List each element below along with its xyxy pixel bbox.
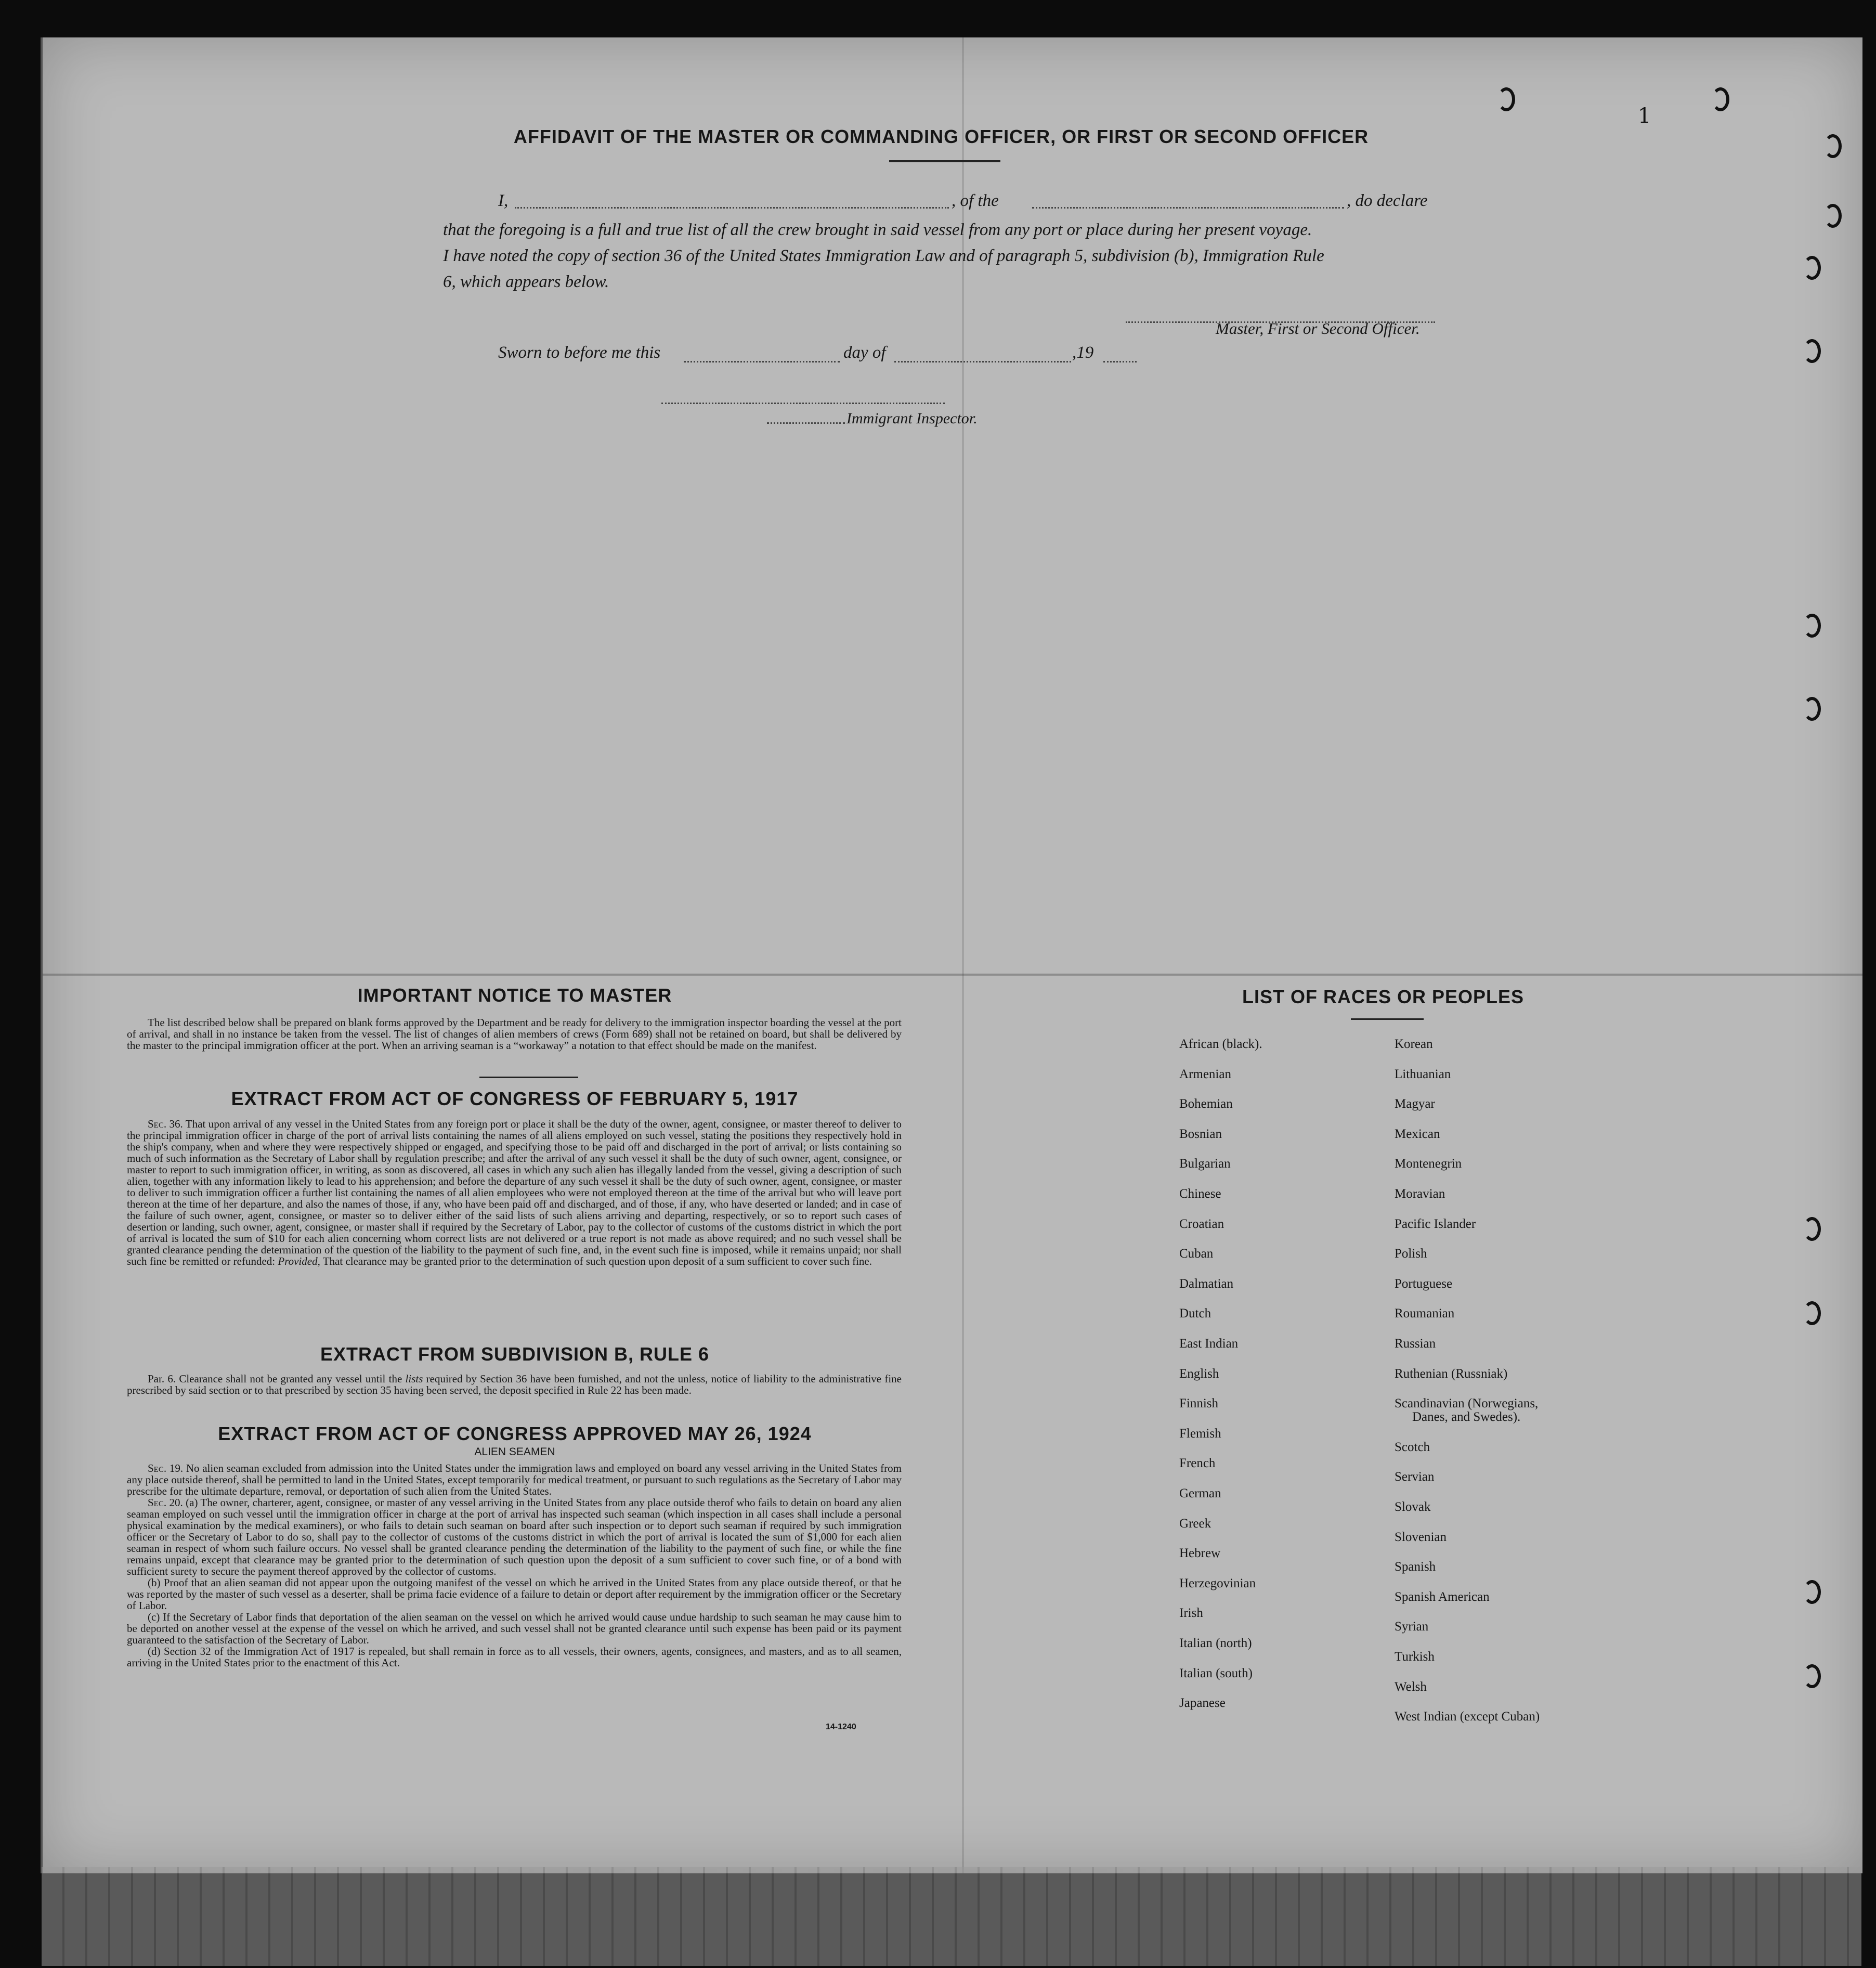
race-item: Polish <box>1395 1247 1427 1261</box>
race-item: Turkish <box>1395 1649 1435 1664</box>
punch-hole-icon <box>1803 1664 1821 1688</box>
sworn-year-field[interactable] <box>1103 361 1137 362</box>
race-item: Moravian <box>1395 1187 1445 1201</box>
section-rule <box>479 1077 578 1078</box>
race-item: Ruthenian (Russniak) <box>1395 1366 1508 1381</box>
race-item: Bulgarian <box>1179 1157 1231 1171</box>
fold-line <box>43 974 1862 976</box>
vessel-name-field[interactable] <box>1032 207 1344 209</box>
race-item: Finnish <box>1179 1396 1219 1411</box>
sec-36-label: Sec. 36. <box>148 1118 183 1130</box>
sec-19-label: Sec. 19. <box>148 1462 184 1474</box>
punch-hole-icon <box>1803 1301 1821 1325</box>
sec-20a-text: (a) The owner, charterer, agent, consignee, or master of any vessel arriving in the United States from any place outside therof who fails to detain on board any alien seaman employed on such vessel until the immigration officer in charge at the port of arrival has inspected such seaman (which inspection in all cases shall include a personal physical examination by the medical examiners), or who fails to detain such seaman on board after such inspection or to deport such seaman if required by such immigration officer or the Secretary of Labor to do so, shall pay to the collector of customs of the customs district in which the port of arrival is located the sum of $1,000 for each alien seaman in respect of whom such failure occurs. No vessel shall be granted clearance pending the determination of the liability to the payment of such fine, or while the fine remains unpaid, except that clearance may be granted prior to the determination of such question upon the deposit of a sum sufficient to cover such fine, or of a bond with sufficient surety to secure the payment thereof approved by the collector of customs. <box>127 1496 902 1577</box>
affidavit-i: I, <box>498 191 509 210</box>
race-item: Korean <box>1395 1037 1433 1051</box>
race-item: Armenian <box>1179 1067 1231 1081</box>
affidavit-line-3: I have noted the copy of section 36 of the United States Immigration Law and of paragraph 5, subdivision (b), Immigration Rule <box>443 247 1324 265</box>
alien-seamen-subtitle: ALIEN SEAMEN <box>474 1446 555 1458</box>
par-6-text-a: Par. 6. Clearance shall not be granted any vessel until the <box>148 1373 402 1385</box>
race-item: Scandinavian (Norwegians, <box>1395 1396 1539 1411</box>
race-item: Spanish American <box>1395 1589 1490 1604</box>
race-item: Servian <box>1395 1470 1435 1484</box>
race-item: Herzegovinian <box>1179 1576 1256 1590</box>
race-item: Lithuanian <box>1395 1067 1451 1081</box>
lists-word: lists <box>405 1373 423 1385</box>
race-item: English <box>1179 1366 1219 1381</box>
race-item: Japanese <box>1179 1696 1226 1711</box>
race-item: Bosnian <box>1179 1127 1222 1141</box>
race-item: West Indian (except Cuban) <box>1395 1710 1540 1724</box>
race-item: Bohemian <box>1179 1097 1233 1111</box>
subdivision-title: EXTRACT FROM SUBDIVISION B, RULE 6 <box>320 1343 710 1365</box>
sec-20-label: Sec. 20. <box>148 1496 183 1509</box>
affidavit-declare: , do declare <box>1347 191 1428 210</box>
title-rule <box>889 160 1000 162</box>
handwritten-mark: 1 <box>1638 104 1651 128</box>
sworn-month-field[interactable] <box>894 361 1071 362</box>
extract-1917-title: EXTRACT FROM ACT OF CONGRESS OF FEBRUARY 5, 1917 <box>231 1088 799 1109</box>
extract-1924-title: EXTRACT FROM ACT OF CONGRESS APPROVED MAY 26, 1924 <box>218 1423 812 1444</box>
fold-line-vertical <box>962 37 964 1873</box>
race-item: Pacific Islander <box>1395 1216 1476 1231</box>
par-6-text-b: required by Section 36 have been furnished, and not the unless, notice of liability to the administrative fine prescribed by said section or to that prescribed by section 35 having been served, the deposit specified in Rule 22 has been made. <box>127 1373 902 1396</box>
sec-20c-text: (c) If the Secretary of Labor finds that deportation of the alien seaman on the vessel on which he arrived would cause undue hardship to such seaman he may cause him to be deported on another vessel at the expense of the vessel on which he arrived, and such vessel shall not be granted clearance until such expense has been paid or its payment guaranteed to the satisfaction of the Secretary of Labor. <box>127 1611 902 1646</box>
race-item: Magyar <box>1395 1097 1435 1111</box>
punch-hole-icon <box>1824 204 1842 228</box>
race-item: Italian (south) <box>1179 1666 1253 1680</box>
race-item: Hebrew <box>1179 1546 1221 1561</box>
punch-hole-icon <box>1803 697 1821 721</box>
affidavit-of-the: , of the <box>952 191 999 210</box>
race-item: Danes, and Swedes). <box>1412 1410 1521 1425</box>
day-of-label: day of <box>843 343 886 362</box>
sworn-label: Sworn to before me this <box>498 343 661 362</box>
punch-hole-icon <box>1803 1580 1821 1604</box>
races-title: LIST OF RACES OR PEOPLES <box>1242 986 1525 1007</box>
race-item: Portuguese <box>1395 1276 1453 1291</box>
race-item: Welsh <box>1395 1679 1427 1694</box>
race-item: Flemish <box>1179 1426 1221 1441</box>
race-item: French <box>1179 1456 1216 1471</box>
race-item: Greek <box>1179 1516 1211 1531</box>
subdivision-body <box>127 1373 902 1396</box>
provided-word: Provided, <box>278 1255 320 1267</box>
notice-paragraph: The list described below shall be prepared on blank forms approved by the Department and be ready for delivery to the immigration inspector boarding the vessel at the port of arrival, and shall in no instance be taken from the vessel. The list of changes of alien members of crews (Form 689) shall not be retained on board, but shall be delivered by the master to the principal immigration officer at the port. When an arriving seaman is a “workaway” a notation to that effect should be made on the manifest. <box>127 1016 902 1052</box>
race-item: Chinese <box>1179 1187 1221 1201</box>
sec-19-text: No alien seaman excluded from admission into the United States under the immigration laws and employed on board any vessel arriving in the United States from any place outside thereof, shall be permitted to land in the United States, except temporarily for medical treatment, or pursuant to such regulations as the Secretary of Labor may prescribe for the ultimate departure, removal, or deportation of such alien from the United States. <box>127 1462 902 1497</box>
race-item: Irish <box>1179 1606 1203 1621</box>
inspector-label: Immigrant Inspector. <box>846 410 978 427</box>
affidavit-line-4: 6, which appears below. <box>443 273 609 291</box>
race-item: East Indian <box>1179 1337 1239 1351</box>
notice-body <box>127 1017 902 1051</box>
race-item: Montenegrin <box>1395 1157 1462 1171</box>
race-item: Mexican <box>1395 1127 1440 1141</box>
race-item: African (black). <box>1179 1037 1262 1051</box>
inspector-signature-field[interactable] <box>661 403 945 404</box>
punch-hole-icon <box>1803 1217 1821 1241</box>
master-signature-label: Master, First or Second Officer. <box>1216 319 1420 338</box>
race-item: Dutch <box>1179 1306 1211 1321</box>
race-item: German <box>1179 1486 1221 1500</box>
officer-name-field[interactable] <box>515 207 949 209</box>
notice-title: IMPORTANT NOTICE TO MASTER <box>357 985 672 1006</box>
punch-hole-icon <box>1803 256 1821 280</box>
form-number: 14-1240 <box>826 1723 856 1731</box>
race-item: Russian <box>1395 1337 1436 1351</box>
extract-1924-body <box>127 1462 902 1668</box>
race-item: Croatian <box>1179 1216 1224 1231</box>
punch-hole-icon <box>1497 87 1515 111</box>
affidavit-title: AFFIDAVIT OF THE MASTER OR COMMANDING OFFICER, OR FIRST OR SECOND OFFICER <box>513 126 1369 147</box>
punch-hole-icon <box>1803 614 1821 638</box>
race-item: Slovenian <box>1395 1530 1447 1544</box>
race-item: Cuban <box>1179 1247 1214 1261</box>
affidavit-line-2: that the foregoing is a full and true list of all the crew brought in said vessel from any port or place during her present voyage. <box>443 221 1312 239</box>
sec-36-text: That upon arrival of any vessel in the United States from any foreign port or place it shall be the duty of the owner, agent, consignee, or master thereof to deliver to the principal immigration officer in charge of the port of arrival lists containing the names of all aliens employed on such vessel, stating the positions they respectively hold in the ship's company, when and where they were respectively shipped or engaged, and specifying those to be paid off and discharged in the port of arrival; or lists containing so much of such information as the Secretary of Labor shall by regulation prescribe; and after the arrival of any such vessel it shall be the duty of such owner, agent, consignee, or master to report to such immigration officer, in writing, as soon as discovered, all cases in which any such alien has illegally landed from the vessel, giving a description of such alien, together with any information likely to lead to his apprehension; and before the departure of any such vessel it shall be the duty of such owner, agent, consignee, or master to deliver to such immigration officer a further list containing the names of all alien employees who were not employed thereon at the time of the arrival but who will leave port thereon at the time of her departure, and also the names of those, if any, who have been paid off and discharged, and of those, if any, who have deserted or landed; and in case of the failure of such owner, agent, consignee, or master so to deliver either of the said lists of such aliens arriving and departing, respectively, or so to report such cases of desertion or landing, such owner, agent, consignee, or master shall if required by the Secretary of Labor, pay to the collector of customs of the customs district in which the port of arrival is located the sum of $10 for each alien concerning whom correct lists are not delivered or a true report is not made as above required; and no such vessel shall be granted clearance pending the determination of the question of the liability to the payment of such fine, and, in the event such fine is imposed, while it remains unpaid; nor shall such fine be remitted or refunded: <box>127 1118 902 1267</box>
races-rule <box>1351 1018 1424 1020</box>
race-item: Syrian <box>1395 1620 1429 1634</box>
punch-hole-icon <box>1712 87 1729 111</box>
race-item: Italian (north) <box>1179 1636 1252 1650</box>
punch-hole-icon <box>1803 339 1821 363</box>
sec-20d-text: (d) Section 32 of the Immigration Act of 1917 is repealed, but shall remain in force as to all vessels, their owners, agents, consignees, and masters, and as to all seamen, arriving in the United States prior to the enactment of this Act. <box>127 1645 902 1669</box>
sec-20b-text: (b) Proof that an alien seaman did not appear upon the outgoing manifest of the vessel on which he arrived in the United States from any place outside thereof, or that he was reported by the master of such vessel as a deserter, shall be prima facie evidence of a failure to detain or deport after requirement by the immigration officer or the Secretary of Labor. <box>127 1576 902 1612</box>
torn-bottom-edge <box>42 1867 1861 1966</box>
sec-36-tail: That clearance may be granted prior to the determination of such question upon deposit of a sum sufficient to cover such fine. <box>322 1255 872 1267</box>
race-item: Slovak <box>1395 1499 1431 1514</box>
race-item: Spanish <box>1395 1560 1436 1574</box>
extract-1917-body <box>127 1118 902 1267</box>
race-item: Scotch <box>1395 1440 1430 1454</box>
sworn-day-field[interactable] <box>684 361 840 362</box>
race-item: Roumanian <box>1395 1306 1455 1321</box>
inspector-dots <box>767 422 845 424</box>
race-item: Dalmatian <box>1179 1276 1234 1291</box>
year-label: ,19 <box>1072 343 1094 362</box>
